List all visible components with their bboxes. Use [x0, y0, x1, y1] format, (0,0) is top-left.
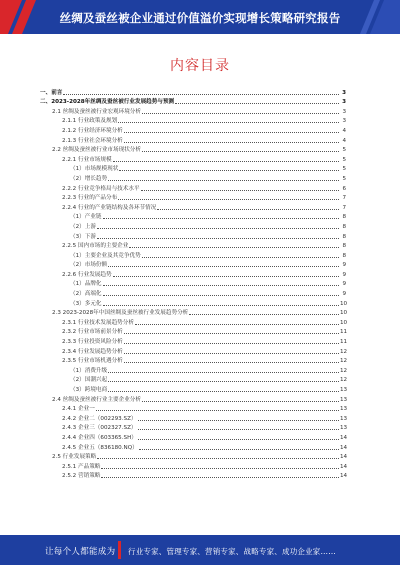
toc-entry-label: 2.3.1 行业技术发展趋势分析 — [62, 319, 134, 326]
toc-entry-page: 5 — [342, 175, 346, 182]
toc-leader-dots — [108, 381, 339, 382]
toc-entry[interactable] — [40, 278, 346, 288]
toc-leader-dots — [175, 103, 339, 104]
toc-entry-page: 8 — [342, 252, 346, 259]
toc-entry-label: 2.4.1 企业一 — [62, 406, 95, 413]
toc-entry-label: 一、前言 — [40, 89, 63, 96]
toc-leader-dots — [113, 276, 339, 277]
footer-slogan: 让每个人都能成为 — [45, 547, 116, 557]
toc-entry[interactable] — [40, 96, 346, 106]
toc-entry-label: 2.2.1 行业市场规模 — [62, 156, 112, 163]
toc-entry-label: （2）市场份额 — [70, 262, 108, 269]
toc-leader-dots — [189, 314, 339, 315]
toc-leader-dots — [113, 161, 339, 162]
toc-leader-dots — [124, 142, 339, 143]
toc-entry-page: 10 — [340, 300, 348, 307]
toc-leader-dots — [129, 247, 339, 248]
toc-entry-label: 二、2023-2028年丝绸及蚕丝被行业发展趋势与预测 — [40, 99, 175, 106]
toc-entry[interactable] — [40, 182, 346, 192]
toc-entry-page: 13 — [340, 396, 348, 403]
toc-entry-page: 14 — [340, 463, 348, 470]
toc-entry-page: 8 — [342, 223, 346, 230]
toc-leader-dots — [124, 333, 339, 334]
toc-entry-page: 13 — [340, 406, 348, 413]
toc-entry-label: （3）多元化 — [70, 300, 102, 307]
toc-leader-dots — [157, 209, 339, 210]
toc-entry-label: 2.3.2 行业市场前景分析 — [62, 329, 123, 336]
toc-entry-page: 14 — [340, 444, 348, 451]
toc-entry[interactable] — [40, 297, 346, 307]
toc-entry[interactable] — [40, 460, 346, 470]
toc-leader-dots — [142, 151, 339, 152]
toc-entry-page: 8 — [342, 233, 346, 240]
toc-entry[interactable] — [40, 211, 346, 221]
toc-entry-page: 5 — [342, 147, 346, 154]
toc-entry-page: 3 — [342, 89, 346, 96]
toc-entry-label: （1）产业链 — [70, 214, 102, 221]
toc-entry-page: 6 — [342, 185, 346, 192]
toc-entry[interactable] — [40, 287, 346, 297]
toc-leader-dots — [108, 180, 339, 181]
toc-entry-label: 2.4.2 企业二（002293.SZ） — [62, 415, 137, 422]
toc-entry-label: 2.3.5 行业市场机遇分析 — [62, 358, 123, 365]
toc-entry[interactable] — [40, 153, 346, 163]
toc-title: 内容目录 — [170, 58, 230, 74]
toc-entry[interactable] — [40, 383, 346, 393]
toc-entry-page: 3 — [342, 99, 346, 106]
toc-entry-page: 11 — [340, 329, 348, 336]
toc-leader-dots — [97, 458, 339, 459]
toc-entry-page: 4 — [342, 137, 346, 144]
toc-entry-label: 2.2.3 行业的产品分布 — [62, 195, 118, 202]
toc-entry[interactable] — [40, 268, 346, 278]
toc-leader-dots — [101, 477, 339, 478]
toc-entry-label: （1）市场规模现状 — [70, 166, 119, 173]
toc-entry-label: 2.5 行业发展策略 — [52, 454, 97, 461]
toc-leader-dots — [138, 429, 340, 430]
toc-leader-dots — [135, 324, 339, 325]
toc-entry-label: （1）品牌化 — [70, 281, 102, 288]
footer-divider — [118, 541, 122, 559]
toc-entry[interactable] — [40, 335, 346, 345]
toc-entry-label: 2.1.2 行业经济环境分析 — [62, 127, 123, 134]
toc-entry-page: 14 — [340, 473, 348, 480]
toc-entry-page: 12 — [340, 348, 348, 355]
toc-entry-label: 2.5.1 产品策略 — [62, 463, 101, 470]
toc-entry[interactable] — [40, 345, 346, 355]
toc-entry-label: （2）高端化 — [70, 291, 102, 298]
toc-leader-dots — [141, 190, 339, 191]
toc-entry[interactable] — [40, 412, 346, 422]
toc-entry[interactable] — [40, 124, 346, 134]
toc-leader-dots — [124, 362, 339, 363]
toc-entry-page: 8 — [342, 243, 346, 250]
toc-entry[interactable] — [40, 316, 346, 326]
toc-leader-dots — [108, 372, 339, 373]
toc-entry-label: 2.1.1 行业政策及规划 — [62, 118, 118, 125]
toc-entry-label: （2）上游 — [70, 223, 96, 230]
toc-entry-page: 13 — [340, 425, 348, 432]
toc-entry[interactable] — [40, 393, 346, 403]
toc-entry-page: 7 — [342, 195, 346, 202]
toc-entry-page: 9 — [342, 291, 346, 298]
toc-entry-page: 12 — [340, 367, 348, 374]
toc-entry-label: （1）消费升级 — [70, 367, 108, 374]
toc-entry[interactable] — [40, 307, 346, 317]
toc-entry-page: 12 — [340, 358, 348, 365]
toc-entry-page: 13 — [340, 387, 348, 393]
toc-entry[interactable] — [40, 422, 346, 432]
toc-entry-page: 11 — [340, 339, 348, 346]
toc-entry[interactable] — [40, 115, 346, 125]
toc-entry-label: （1）主要企业及其竞争优势 — [70, 252, 141, 259]
footer-tagline: 行业专家、管理专家、营销专家、战略专家、成功企业家…… — [128, 547, 336, 556]
toc-leader-dots — [124, 132, 339, 133]
toc-entry[interactable] — [40, 201, 346, 211]
toc-entry[interactable] — [40, 163, 346, 173]
toc-entry-page: 10 — [340, 310, 348, 317]
toc-entry[interactable] — [40, 249, 346, 259]
toc-entry-page: 14 — [340, 454, 348, 461]
toc-entry[interactable] — [40, 220, 346, 230]
toc-entry-page: 9 — [342, 271, 346, 278]
toc-entry-label: 2.2.5 国内市场的主要企业 — [62, 243, 129, 250]
toc-leader-dots — [97, 228, 339, 229]
toc-entry-label: 2.2.6 行业发展趋势 — [62, 271, 112, 278]
toc-entry-label: 2.3.3 行业投资风险分析 — [62, 339, 123, 346]
toc-entry-label: 2.4 丝绸及蚕丝被行业主要企业分析 — [52, 396, 141, 403]
toc-leader-dots — [96, 410, 339, 411]
toc-entry[interactable] — [40, 172, 346, 182]
toc-entry-page: 7 — [342, 204, 346, 211]
toc-leader-dots — [97, 238, 339, 239]
toc-entry[interactable] — [40, 230, 346, 240]
toc-entry-label: （3）下游 — [70, 233, 96, 240]
toc-leader-dots — [118, 122, 339, 123]
toc-leader-dots — [118, 199, 339, 200]
toc-entry[interactable] — [40, 431, 346, 441]
toc-leader-dots — [63, 94, 339, 95]
toc-entry-label: （3）跨境电商 — [70, 387, 108, 393]
toc-entry-page: 13 — [340, 415, 348, 422]
toc-entry-page: 3 — [342, 108, 346, 115]
toc-leader-dots — [103, 285, 339, 286]
toc-entry[interactable] — [40, 441, 346, 451]
toc-leader-dots — [108, 266, 339, 267]
toc-entry[interactable] — [40, 326, 346, 336]
toc-entry-label: 2.4.5 企业五（836180.NQ） — [62, 444, 138, 451]
toc-entry-label: 2.1 丝绸及蚕丝被行业宏观环境分析 — [52, 108, 141, 115]
toc-entry[interactable] — [40, 364, 346, 374]
toc-entry-label: 2.3 2023-2028年中国丝绸及蚕丝被行业发展趋势分析 — [52, 310, 189, 317]
toc-entry[interactable] — [40, 451, 346, 461]
toc-entry[interactable] — [40, 86, 346, 96]
toc-leader-dots — [103, 218, 339, 219]
toc-entry-page: 9 — [342, 262, 346, 269]
toc-entry[interactable] — [40, 259, 346, 269]
toc-entry[interactable] — [40, 134, 346, 144]
header-title: 丝绸及蚕丝被企业通过价值溢价实现增长策略研究报告 — [59, 11, 341, 25]
toc-entry-label: 2.1.3 行业社会环境分析 — [62, 137, 123, 144]
toc-leader-dots — [103, 295, 339, 296]
toc-entry-label: 2.2 丝绸及蚕丝被行业市场现状分析 — [52, 147, 141, 154]
toc-leader-dots — [142, 401, 339, 402]
toc-entry-page: 14 — [340, 434, 348, 441]
toc-leader-dots — [138, 420, 340, 421]
toc-entry[interactable] — [40, 470, 346, 480]
toc-leader-dots — [108, 391, 339, 392]
toc-entry[interactable] — [40, 403, 346, 413]
toc-entry-page: 12 — [340, 377, 348, 384]
toc-entry[interactable] — [40, 374, 346, 384]
toc-entry-label: 2.5.2 营销策略 — [62, 473, 101, 480]
toc-entry-page: 5 — [342, 166, 346, 173]
toc-entry-page: 9 — [342, 281, 346, 288]
toc-leader-dots — [103, 305, 339, 306]
toc-entry-page: 10 — [340, 319, 348, 326]
toc-leader-dots — [142, 257, 339, 258]
toc-entry[interactable] — [40, 240, 346, 250]
toc-entry-label: （2）增长趋势 — [70, 175, 108, 182]
toc-entry-label: 2.3.4 行业发展趋势分析 — [62, 348, 123, 355]
toc-entry[interactable] — [40, 105, 346, 115]
toc-entry-label: 2.2.4 行业的产业链结构及各环节情况 — [62, 204, 157, 211]
toc-leader-dots — [124, 353, 339, 354]
toc-entry-label: 2.4.4 企业四（603365.SH） — [62, 434, 137, 441]
toc-entry-label: 2.4.3 企业三（002327.SZ） — [62, 425, 137, 432]
toc-entry[interactable] — [40, 192, 346, 202]
table-of-contents — [40, 86, 346, 479]
toc-leader-dots — [139, 449, 339, 450]
toc-leader-dots — [124, 343, 339, 344]
toc-leader-dots — [138, 439, 339, 440]
toc-entry-label: （2）国潮兴起 — [70, 377, 108, 384]
toc-entry[interactable] — [40, 355, 346, 365]
toc-leader-dots — [101, 468, 339, 469]
page-header — [0, 0, 400, 34]
toc-entry-page: 4 — [342, 127, 346, 134]
toc-entry-page: 3 — [342, 118, 346, 125]
toc-entry-label: 2.2.2 行业竞争格局与技术水平 — [62, 185, 140, 192]
toc-entry[interactable] — [40, 144, 346, 154]
toc-leader-dots — [119, 170, 339, 171]
toc-leader-dots — [142, 113, 339, 114]
toc-entry-page: 8 — [342, 214, 346, 221]
toc-entry-page: 5 — [342, 156, 346, 163]
page-footer — [0, 535, 400, 565]
